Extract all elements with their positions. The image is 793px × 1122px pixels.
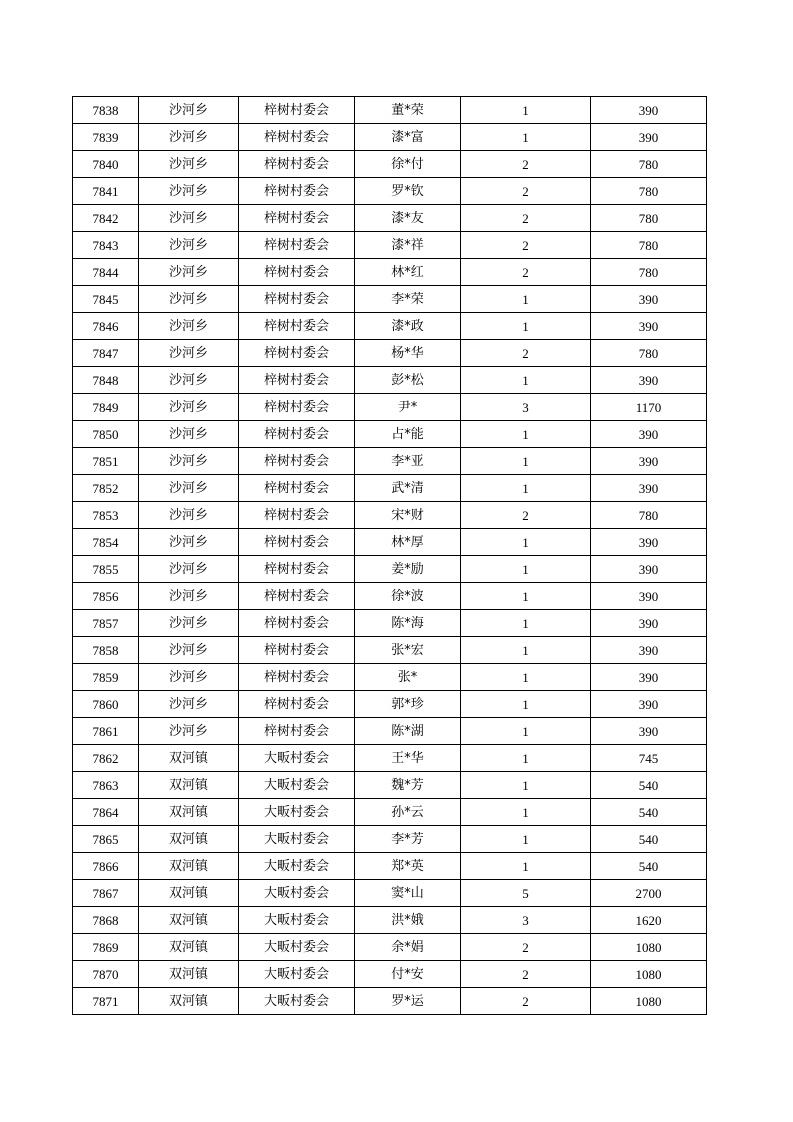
table-row (73, 880, 707, 907)
name-cell: 杨*华 (355, 340, 461, 367)
village-committee-cell: 梓树村委会 (239, 718, 355, 745)
amount-cell: 540 (591, 826, 707, 853)
count-cell: 2 (461, 340, 591, 367)
name-cell: 罗*运 (355, 988, 461, 1015)
row-number-cell: 7870 (73, 961, 139, 988)
count-cell: 1 (461, 718, 591, 745)
amount-cell: 390 (591, 664, 707, 691)
village-committee-cell: 大畈村委会 (239, 772, 355, 799)
name-cell: 漆*友 (355, 205, 461, 232)
township-cell: 沙河乡 (139, 556, 239, 583)
village-committee-cell: 梓树村委会 (239, 610, 355, 637)
village-committee-cell: 梓树村委会 (239, 664, 355, 691)
count-cell: 1 (461, 745, 591, 772)
table-row (73, 934, 707, 961)
amount-cell: 1080 (591, 988, 707, 1015)
row-number-cell: 7844 (73, 259, 139, 286)
row-number-cell: 7847 (73, 340, 139, 367)
village-committee-cell: 大畈村委会 (239, 880, 355, 907)
amount-cell: 390 (591, 718, 707, 745)
name-cell: 余*娟 (355, 934, 461, 961)
table-row (73, 988, 707, 1015)
row-number-cell: 7867 (73, 880, 139, 907)
village-committee-cell: 梓树村委会 (239, 367, 355, 394)
name-cell: 窦*山 (355, 880, 461, 907)
table-row (73, 286, 707, 313)
count-cell: 2 (461, 961, 591, 988)
amount-cell: 780 (591, 151, 707, 178)
township-cell: 沙河乡 (139, 151, 239, 178)
amount-cell: 390 (591, 583, 707, 610)
name-cell: 洪*娥 (355, 907, 461, 934)
row-number-cell: 7858 (73, 637, 139, 664)
name-cell: 陈*湖 (355, 718, 461, 745)
count-cell: 1 (461, 313, 591, 340)
amount-cell: 780 (591, 502, 707, 529)
amount-cell: 2700 (591, 880, 707, 907)
row-number-cell: 7849 (73, 394, 139, 421)
table-row (73, 232, 707, 259)
row-number-cell: 7871 (73, 988, 139, 1015)
township-cell: 沙河乡 (139, 610, 239, 637)
township-cell: 沙河乡 (139, 259, 239, 286)
name-cell: 徐*付 (355, 151, 461, 178)
village-committee-cell: 梓树村委会 (239, 394, 355, 421)
row-number-cell: 7850 (73, 421, 139, 448)
name-cell: 郑*英 (355, 853, 461, 880)
amount-cell: 390 (591, 475, 707, 502)
count-cell: 2 (461, 259, 591, 286)
row-number-cell: 7866 (73, 853, 139, 880)
name-cell: 尹* (355, 394, 461, 421)
township-cell: 双河镇 (139, 988, 239, 1015)
name-cell: 李*芳 (355, 826, 461, 853)
village-committee-cell: 大畈村委会 (239, 745, 355, 772)
table-row (73, 799, 707, 826)
name-cell: 付*安 (355, 961, 461, 988)
township-cell: 双河镇 (139, 745, 239, 772)
amount-cell: 540 (591, 772, 707, 799)
amount-cell: 1080 (591, 961, 707, 988)
village-committee-cell: 梓树村委会 (239, 151, 355, 178)
amount-cell: 540 (591, 799, 707, 826)
township-cell: 沙河乡 (139, 475, 239, 502)
amount-cell: 780 (591, 205, 707, 232)
table-row (73, 502, 707, 529)
table-row (73, 691, 707, 718)
count-cell: 1 (461, 286, 591, 313)
table-row (73, 205, 707, 232)
table-row (73, 772, 707, 799)
amount-cell: 390 (591, 286, 707, 313)
township-cell: 沙河乡 (139, 718, 239, 745)
township-cell: 双河镇 (139, 826, 239, 853)
count-cell: 1 (461, 367, 591, 394)
count-cell: 2 (461, 151, 591, 178)
count-cell: 1 (461, 799, 591, 826)
township-cell: 双河镇 (139, 934, 239, 961)
count-cell: 1 (461, 556, 591, 583)
village-committee-cell: 梓树村委会 (239, 313, 355, 340)
row-number-cell: 7864 (73, 799, 139, 826)
name-cell: 郭*珍 (355, 691, 461, 718)
amount-cell: 1080 (591, 934, 707, 961)
name-cell: 张* (355, 664, 461, 691)
village-committee-cell: 梓树村委会 (239, 691, 355, 718)
village-committee-cell: 大畈村委会 (239, 934, 355, 961)
table-row (73, 178, 707, 205)
township-cell: 双河镇 (139, 880, 239, 907)
name-cell: 姜*励 (355, 556, 461, 583)
township-cell: 沙河乡 (139, 340, 239, 367)
township-cell: 沙河乡 (139, 313, 239, 340)
count-cell: 1 (461, 583, 591, 610)
count-cell: 2 (461, 205, 591, 232)
township-cell: 沙河乡 (139, 664, 239, 691)
village-committee-cell: 梓树村委会 (239, 286, 355, 313)
village-committee-cell: 大畈村委会 (239, 988, 355, 1015)
township-cell: 沙河乡 (139, 502, 239, 529)
table-row (73, 97, 707, 124)
township-cell: 双河镇 (139, 907, 239, 934)
name-cell: 王*华 (355, 745, 461, 772)
count-cell: 1 (461, 853, 591, 880)
count-cell: 1 (461, 529, 591, 556)
row-number-cell: 7839 (73, 124, 139, 151)
township-cell: 沙河乡 (139, 232, 239, 259)
row-number-cell: 7846 (73, 313, 139, 340)
count-cell: 1 (461, 97, 591, 124)
village-committee-cell: 梓树村委会 (239, 259, 355, 286)
village-committee-cell: 大畈村委会 (239, 907, 355, 934)
row-number-cell: 7863 (73, 772, 139, 799)
table-row (73, 475, 707, 502)
amount-cell: 390 (591, 691, 707, 718)
village-committee-cell: 梓树村委会 (239, 475, 355, 502)
count-cell: 2 (461, 232, 591, 259)
table-row (73, 151, 707, 178)
table-row (73, 907, 707, 934)
row-number-cell: 7845 (73, 286, 139, 313)
count-cell: 1 (461, 475, 591, 502)
row-number-cell: 7859 (73, 664, 139, 691)
amount-cell: 780 (591, 259, 707, 286)
name-cell: 徐*波 (355, 583, 461, 610)
village-committee-cell: 梓树村委会 (239, 97, 355, 124)
amount-cell: 390 (591, 610, 707, 637)
count-cell: 1 (461, 772, 591, 799)
row-number-cell: 7842 (73, 205, 139, 232)
village-committee-cell: 梓树村委会 (239, 556, 355, 583)
township-cell: 沙河乡 (139, 448, 239, 475)
village-committee-cell: 大畈村委会 (239, 826, 355, 853)
data-table (72, 96, 707, 1015)
row-number-cell: 7848 (73, 367, 139, 394)
township-cell: 沙河乡 (139, 205, 239, 232)
table-row (73, 853, 707, 880)
count-cell: 2 (461, 934, 591, 961)
village-committee-cell: 大畈村委会 (239, 961, 355, 988)
township-cell: 双河镇 (139, 853, 239, 880)
name-cell: 张*宏 (355, 637, 461, 664)
row-number-cell: 7860 (73, 691, 139, 718)
name-cell: 漆*祥 (355, 232, 461, 259)
township-cell: 双河镇 (139, 799, 239, 826)
township-cell: 双河镇 (139, 772, 239, 799)
name-cell: 魏*芳 (355, 772, 461, 799)
village-committee-cell: 梓树村委会 (239, 421, 355, 448)
amount-cell: 780 (591, 340, 707, 367)
count-cell: 1 (461, 448, 591, 475)
count-cell: 2 (461, 988, 591, 1015)
name-cell: 孙*云 (355, 799, 461, 826)
row-number-cell: 7841 (73, 178, 139, 205)
village-committee-cell: 梓树村委会 (239, 502, 355, 529)
row-number-cell: 7838 (73, 97, 139, 124)
count-cell: 3 (461, 907, 591, 934)
township-cell: 沙河乡 (139, 124, 239, 151)
township-cell: 沙河乡 (139, 637, 239, 664)
table-row (73, 961, 707, 988)
row-number-cell: 7855 (73, 556, 139, 583)
amount-cell: 390 (591, 421, 707, 448)
name-cell: 林*厚 (355, 529, 461, 556)
amount-cell: 780 (591, 178, 707, 205)
amount-cell: 390 (591, 556, 707, 583)
row-number-cell: 7857 (73, 610, 139, 637)
name-cell: 占*能 (355, 421, 461, 448)
table-row (73, 826, 707, 853)
table-row (73, 745, 707, 772)
village-committee-cell: 梓树村委会 (239, 583, 355, 610)
amount-cell: 390 (591, 448, 707, 475)
amount-cell: 390 (591, 313, 707, 340)
table-row (73, 664, 707, 691)
name-cell: 李*亚 (355, 448, 461, 475)
row-number-cell: 7843 (73, 232, 139, 259)
row-number-cell: 7852 (73, 475, 139, 502)
name-cell: 林*红 (355, 259, 461, 286)
name-cell: 陈*海 (355, 610, 461, 637)
count-cell: 1 (461, 637, 591, 664)
table-row (73, 394, 707, 421)
row-number-cell: 7854 (73, 529, 139, 556)
row-number-cell: 7853 (73, 502, 139, 529)
name-cell: 漆*政 (355, 313, 461, 340)
amount-cell: 390 (591, 124, 707, 151)
village-committee-cell: 大畈村委会 (239, 853, 355, 880)
name-cell: 罗*钦 (355, 178, 461, 205)
village-committee-cell: 梓树村委会 (239, 529, 355, 556)
row-number-cell: 7869 (73, 934, 139, 961)
table-row (73, 421, 707, 448)
village-committee-cell: 梓树村委会 (239, 340, 355, 367)
table-row (73, 637, 707, 664)
table-row (73, 340, 707, 367)
count-cell: 1 (461, 610, 591, 637)
amount-cell: 780 (591, 232, 707, 259)
township-cell: 沙河乡 (139, 529, 239, 556)
township-cell: 双河镇 (139, 961, 239, 988)
amount-cell: 390 (591, 367, 707, 394)
amount-cell: 1170 (591, 394, 707, 421)
amount-cell: 390 (591, 637, 707, 664)
township-cell: 沙河乡 (139, 286, 239, 313)
village-committee-cell: 梓树村委会 (239, 637, 355, 664)
name-cell: 漆*富 (355, 124, 461, 151)
row-number-cell: 7865 (73, 826, 139, 853)
table-row (73, 367, 707, 394)
name-cell: 武*清 (355, 475, 461, 502)
township-cell: 沙河乡 (139, 97, 239, 124)
amount-cell: 745 (591, 745, 707, 772)
name-cell: 彭*松 (355, 367, 461, 394)
name-cell: 宋*财 (355, 502, 461, 529)
count-cell: 5 (461, 880, 591, 907)
village-committee-cell: 梓树村委会 (239, 232, 355, 259)
count-cell: 2 (461, 502, 591, 529)
count-cell: 1 (461, 664, 591, 691)
village-committee-cell: 大畈村委会 (239, 799, 355, 826)
township-cell: 沙河乡 (139, 394, 239, 421)
township-cell: 沙河乡 (139, 421, 239, 448)
village-committee-cell: 梓树村委会 (239, 178, 355, 205)
name-cell: 董*荣 (355, 97, 461, 124)
table-body (73, 97, 707, 1015)
count-cell: 2 (461, 178, 591, 205)
township-cell: 沙河乡 (139, 367, 239, 394)
amount-cell: 540 (591, 853, 707, 880)
village-committee-cell: 梓树村委会 (239, 205, 355, 232)
table-row (73, 556, 707, 583)
row-number-cell: 7861 (73, 718, 139, 745)
row-number-cell: 7856 (73, 583, 139, 610)
table-row (73, 583, 707, 610)
table-row (73, 718, 707, 745)
row-number-cell: 7851 (73, 448, 139, 475)
count-cell: 1 (461, 826, 591, 853)
name-cell: 李*荣 (355, 286, 461, 313)
amount-cell: 1620 (591, 907, 707, 934)
row-number-cell: 7862 (73, 745, 139, 772)
row-number-cell: 7868 (73, 907, 139, 934)
table-row (73, 610, 707, 637)
table-row (73, 259, 707, 286)
township-cell: 沙河乡 (139, 583, 239, 610)
count-cell: 1 (461, 124, 591, 151)
amount-cell: 390 (591, 97, 707, 124)
amount-cell: 390 (591, 529, 707, 556)
township-cell: 沙河乡 (139, 691, 239, 718)
village-committee-cell: 梓树村委会 (239, 124, 355, 151)
table-row (73, 124, 707, 151)
village-committee-cell: 梓树村委会 (239, 448, 355, 475)
table-row (73, 448, 707, 475)
table-row (73, 313, 707, 340)
township-cell: 沙河乡 (139, 178, 239, 205)
table-row (73, 529, 707, 556)
count-cell: 1 (461, 421, 591, 448)
row-number-cell: 7840 (73, 151, 139, 178)
count-cell: 3 (461, 394, 591, 421)
count-cell: 1 (461, 691, 591, 718)
